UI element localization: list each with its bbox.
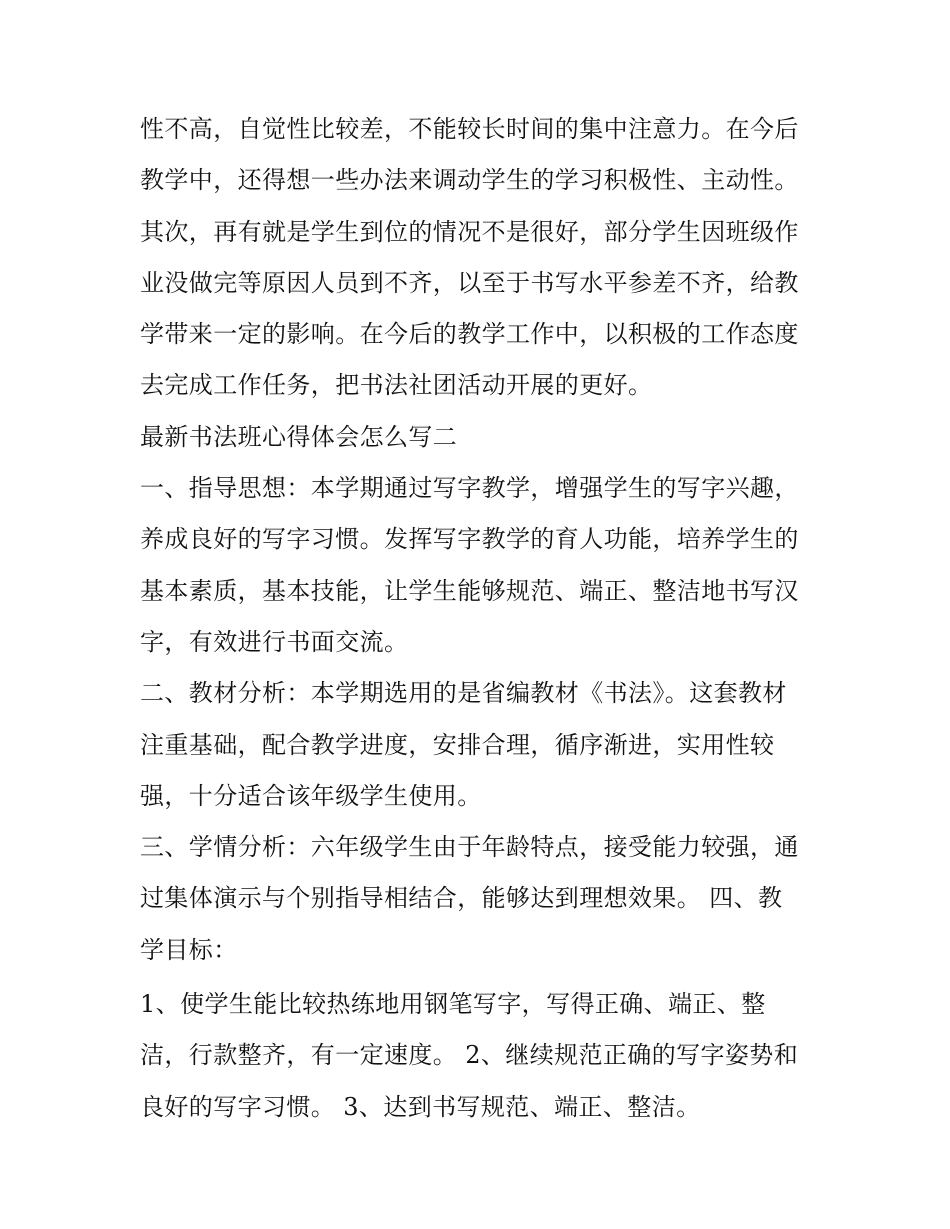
text-line: 教学中，还得想一些办法来调动学生的学习积极性、主动性。 <box>140 166 799 195</box>
text-line: 业没做完等原因人员到不齐，以至于书写水平参差不齐，给教 <box>140 268 799 297</box>
text-line: 一、指导思想：本学期通过写字教学，增强学生的写字兴趣， <box>140 474 799 503</box>
text-line: 性不高，自觉性比较差，不能较长时间的集中注意力。在今后 <box>140 115 799 143</box>
text-line: 学带来一定的影响。在今后的教学工作中，以积极的工作态度 <box>140 320 799 349</box>
text-line: 养成良好的写字习惯。发挥写字教学的育人功能，培养学生的 <box>140 525 799 554</box>
text-line: 基本素质，基本技能，让学生能够规范、端正、整洁地书写汉 <box>140 576 799 605</box>
text-line: 二、教材分析：本学期选用的是省编教材《书法》。这套教材 <box>140 679 787 708</box>
text-line: 其次，再有就是学生到位的情况不是很好，部分学生因班级作 <box>140 217 799 246</box>
text-line: 三、学情分析：六年级学生由于年龄特点，接受能力较强，通 <box>140 833 799 862</box>
text-line: 良好的写字习惯。 3、达到书写规范、端正、整洁。 <box>140 1092 701 1121</box>
text-line: 注重基础，配合教学进度，安排合理，循序渐进，实用性较 <box>140 730 775 759</box>
text-line: 强，十分适合该年级学生使用。 <box>140 781 482 810</box>
text-line: 1、使学生能比较热练地用钢笔写字，写得正确、端正、整 <box>140 990 766 1019</box>
document-body <box>140 104 820 1133</box>
text-line: 学目标： <box>140 935 238 964</box>
section-heading: 最新书法班心得体会怎么写二 <box>140 422 458 451</box>
text-line: 去完成工作任务，把书法社团活动开展的更好。 <box>140 371 653 400</box>
text-line: 过集体演示与个别指导相结合，能够达到理想效果。 四、教 <box>140 884 783 913</box>
text-line: 字，有效进行书面交流。 <box>140 627 409 656</box>
text-line: 洁，行款整齐，有一定速度。 2、继续规范正确的写字姿势和 <box>140 1041 799 1070</box>
